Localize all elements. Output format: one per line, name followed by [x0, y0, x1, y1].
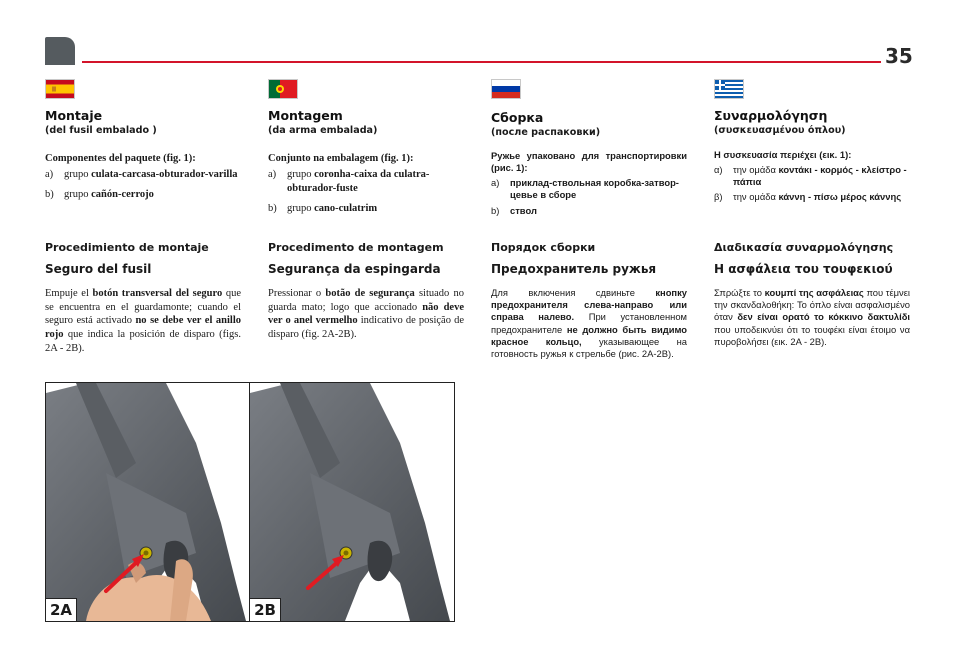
package-title: Componentes del paquete (fig. 1):	[45, 152, 196, 164]
column-greek	[714, 108, 910, 204]
safety-paragraph: Для включения сдвиньте кнопку предохранителя слева-направо или справа налево. При установленном предохранителе не должно быть видимо красное кольцо, указывающее на готовность ружья к стрельбе (рис. 2A-2B).	[491, 287, 687, 360]
package-title: Ружье упаковано для транспортировки (рис. 1):	[491, 149, 687, 173]
list-item: b) grupo cano-culatrim	[268, 202, 378, 214]
list-item: a) grupo culata-carcasa-obturador-varilla	[45, 169, 238, 181]
figure-2b-image	[250, 383, 454, 621]
portugal-flag-icon	[268, 79, 298, 99]
safety-title: Предохранитель ружья	[491, 262, 657, 276]
figure-2a-image	[46, 383, 249, 621]
greece-flag-icon	[714, 79, 744, 99]
safety-title: Segurança da espingarda	[268, 262, 441, 276]
list-item: a) приклад-ствольная коробка-затвор-цевье в сборе	[491, 177, 679, 201]
figure-label-2a: 2A	[46, 598, 77, 621]
column-russian	[491, 110, 687, 217]
header-rule	[82, 61, 881, 63]
package-title: Conjunto na embalagem (fig. 1):	[268, 152, 414, 164]
section-title: Συναρμολόγηση	[714, 108, 828, 123]
section-title: Montaje	[45, 108, 103, 123]
safety-title: Seguro del fusil	[45, 262, 152, 276]
page-number: 35	[885, 44, 913, 68]
list-item: b) grupo cañón-cerrojo	[45, 189, 154, 200]
safety-paragraph: Pressionar o botão de segurança situado no guarda mato; logo que accionado não deve ver o anel vermelho indicativo de posição de disparo (fig. 2A-2B).	[268, 288, 464, 340]
page-corner-tab	[45, 37, 75, 65]
list-item: a) grupo coronha-caixa da culatra-obturador-fuste	[268, 169, 430, 194]
list-item: b) ствол	[491, 204, 537, 216]
figure-photos	[45, 382, 455, 622]
safety-title: Η ασφάλεια του τουφεκιού	[714, 262, 893, 276]
section-title: Сборка	[491, 110, 544, 125]
procedure-title: Procedimento de montagem	[268, 241, 444, 254]
safety-paragraph: Empuje el botón transversal del seguro que se encuentra en el guardamonte; cuando el seguro está activado no se debe ver el anillo rojo que indica la posición de disparo (figs. 2A - 2B).	[45, 288, 241, 354]
column-portuguese	[268, 108, 465, 215]
procedure-title: Порядок сборки	[491, 241, 596, 254]
safety-paragraph: Σπρώξτε το κουμπί της ασφάλειας που τέμνει την σκανδαλοθήκη: Το όπλο είναι ασφαλισμένο όταν δεν είναι ορατό το κόκκινο δακτυλίδι που υποδεικνύει ότι το τουφέκι είναι έτοιμο να πυροβολήσει (εικ. 2A - 2B).	[714, 287, 910, 347]
procedure-title: Διαδικασία συναρμολόγησης	[714, 241, 894, 254]
list-item: α) την ομάδα κοντάκι - κορμός - κλείστρο - πάπια	[714, 163, 907, 188]
section-subtitle: (da arma embalada)	[268, 125, 378, 137]
list-item: β) την ομάδα κάννη - πίσω μέρος κάννης	[714, 191, 902, 203]
russia-flag-icon	[491, 79, 521, 99]
section-subtitle: (συσκευασμένου όπλου)	[714, 125, 846, 137]
section-subtitle: (del fusil embalado )	[45, 125, 157, 137]
section-subtitle: (после распаковки)	[491, 127, 601, 139]
section-title: Montagem	[268, 108, 343, 123]
procedure-title: Procedimiento de montaje	[45, 241, 209, 254]
column-spanish	[45, 108, 242, 202]
spain-flag-icon	[45, 79, 75, 99]
figure-label-2b: 2B	[250, 598, 281, 621]
package-title: Η συσκευασία περιέχει (εικ. 1):	[714, 148, 852, 160]
